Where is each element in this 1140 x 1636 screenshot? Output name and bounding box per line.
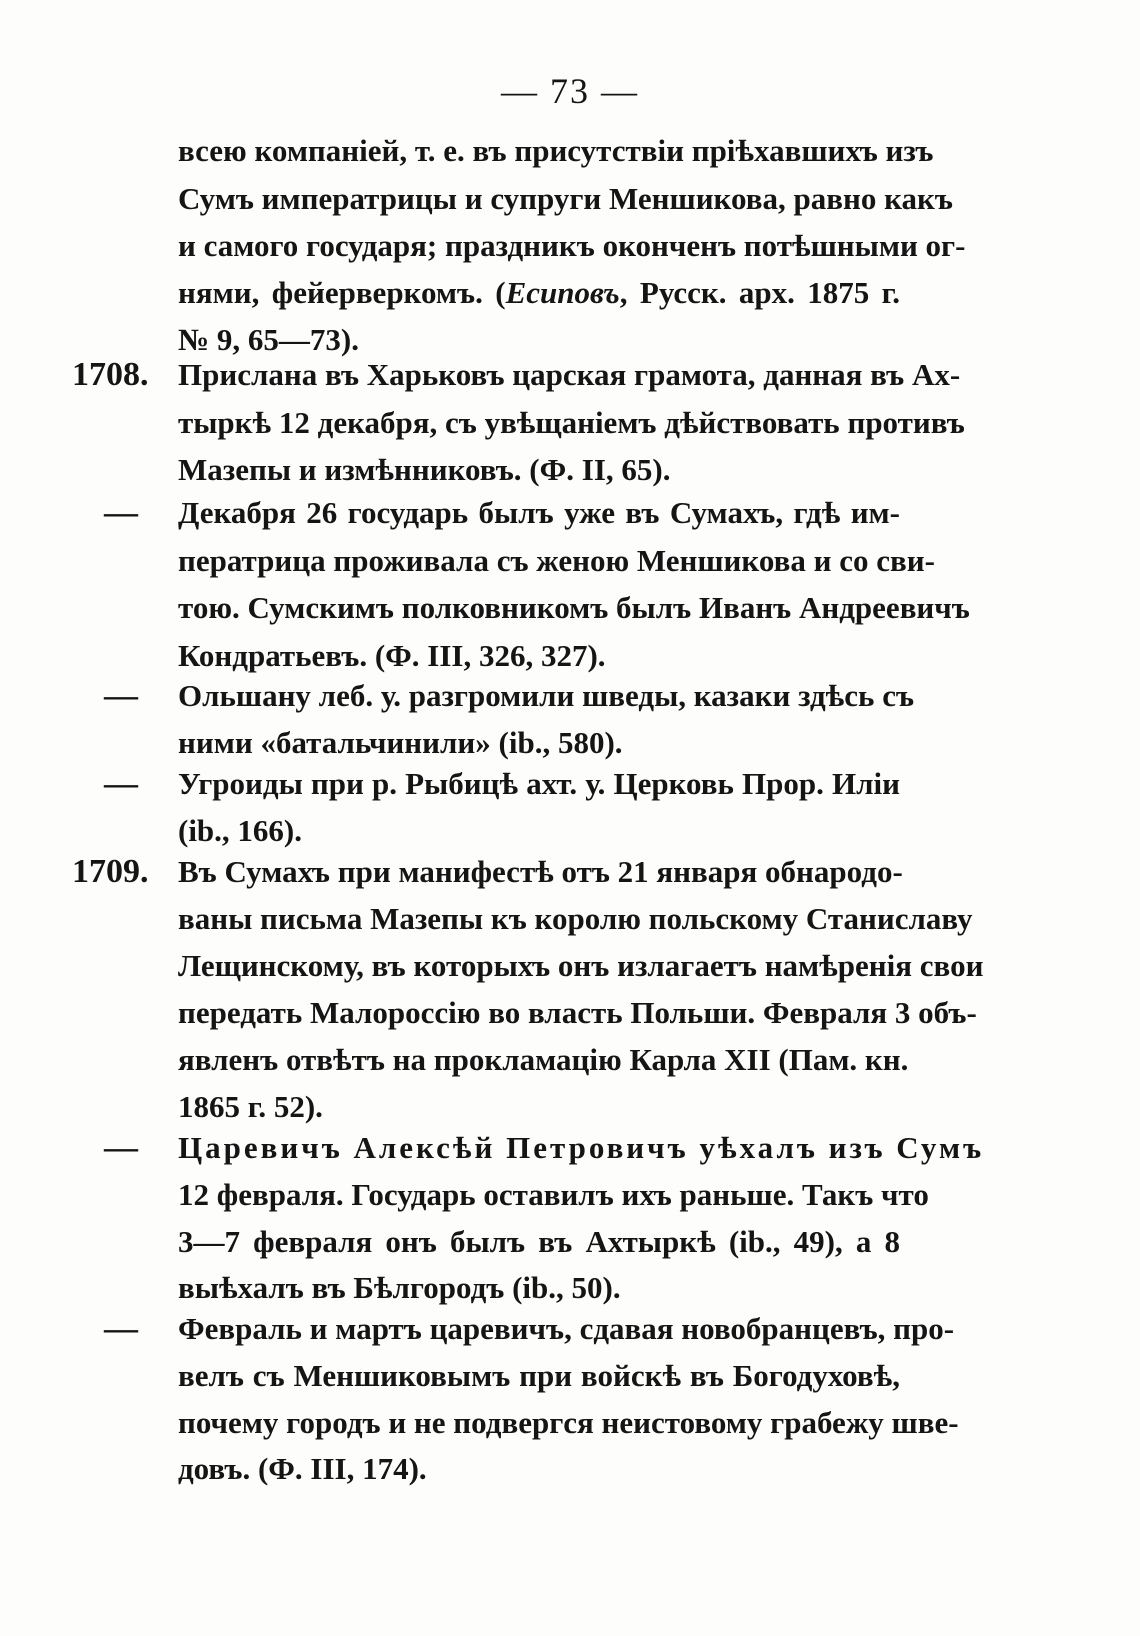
year-label: 1708. bbox=[72, 356, 149, 393]
year-label: 1709. bbox=[72, 853, 149, 890]
text-line: явленъ отвѣтъ на прокламацію Карла XII (Пам. кн. bbox=[178, 1042, 909, 1077]
author-name: Есиповъ bbox=[505, 275, 620, 310]
text-line: Прислана въ Харьковъ царская грамота, данная въ Ах- bbox=[178, 357, 961, 392]
dash-label: — bbox=[104, 677, 138, 714]
page-number: — 73 — bbox=[501, 71, 639, 111]
text-line: Декабря 26 государь былъ уже въ Сумахъ, гдѣ им- bbox=[178, 495, 900, 530]
text-line: почему городъ и не подвергся неистовому грабежу шве- bbox=[178, 1405, 959, 1440]
text-line: и самого государя; праздникъ оконченъ потѣшными ог- bbox=[178, 228, 966, 263]
dash-label: — bbox=[104, 494, 138, 531]
text-line: Ольшану леб. у. разгромили шведы, казаки здѣсь съ bbox=[178, 678, 915, 713]
text-line: довъ. (Ф. III, 174). bbox=[178, 1451, 427, 1486]
text-line: выѣхалъ въ Бѣлгородъ (ib., 50). bbox=[178, 1270, 621, 1305]
text-line: Февраль и мартъ царевичъ, сдавая новобранцевъ, про- bbox=[178, 1311, 955, 1346]
text-line: тыркѣ 12 декабря, съ увѣщаніемъ дѣйствовать противъ bbox=[178, 405, 965, 440]
text-line: Сумъ императрицы и супруги Меншикова, равно какъ bbox=[178, 181, 953, 216]
text-line: 12 февраля. Государь оставилъ ихъ раньше. Такъ что bbox=[178, 1177, 929, 1212]
text-line: ваны письма Мазепы къ королю польскому Станиславу bbox=[178, 901, 973, 936]
text-line: Мазепы и измѣнниковъ. (Ф. II, 65). bbox=[178, 452, 671, 487]
text-line-with-citation bbox=[178, 270, 900, 315]
text-line: передать Малороссію во власть Польши. Февраля 3 объ- bbox=[178, 995, 977, 1030]
text-line: велъ съ Меншиковымъ при войскѣ въ Богодуховѣ, bbox=[178, 1358, 900, 1393]
dash-label: — bbox=[104, 1129, 138, 1166]
dash-label: — bbox=[104, 1310, 138, 1347]
text-line: 1865 г. 52). bbox=[178, 1089, 323, 1124]
text-line: ператрица проживала съ женою Меншикова и со сви- bbox=[178, 543, 935, 578]
text-line: Въ Сумахъ при манифестѣ отъ 21 января обнародо- bbox=[178, 854, 903, 889]
text-fragment: нями, фейерверкомъ. ( bbox=[178, 275, 506, 310]
text-line: Царевичъ Алексѣй Петровичъ уѣхалъ изъ Сумъ bbox=[178, 1130, 985, 1165]
dash-label: — bbox=[104, 765, 138, 802]
text-line: ними «батальчинили» (ib., 580). bbox=[178, 725, 623, 760]
text-line: тою. Сумскимъ полковникомъ былъ Иванъ Андреевичъ bbox=[178, 590, 970, 625]
text-line: Кондратьевъ. (Ф. III, 326, 327). bbox=[178, 638, 606, 673]
text-line: (ib., 166). bbox=[178, 813, 302, 848]
text-line: Угроиды при р. Рыбицѣ ахт. у. Церковь Прор. Иліи bbox=[178, 766, 900, 801]
text-line: всею компаніей, т. е. въ присутствіи пріѣхавшихъ изъ bbox=[178, 133, 934, 168]
text-line: № 9, 65—73). bbox=[178, 322, 359, 357]
text-fragment: , Русск. арх. 1875 г. bbox=[619, 275, 901, 310]
text-line: 3—7 февраля онъ былъ въ Ахтыркѣ (ib., 49), а 8 bbox=[178, 1224, 900, 1259]
text-line: Лещинскому, въ которыхъ онъ излагаетъ намѣренія свои bbox=[178, 948, 984, 983]
